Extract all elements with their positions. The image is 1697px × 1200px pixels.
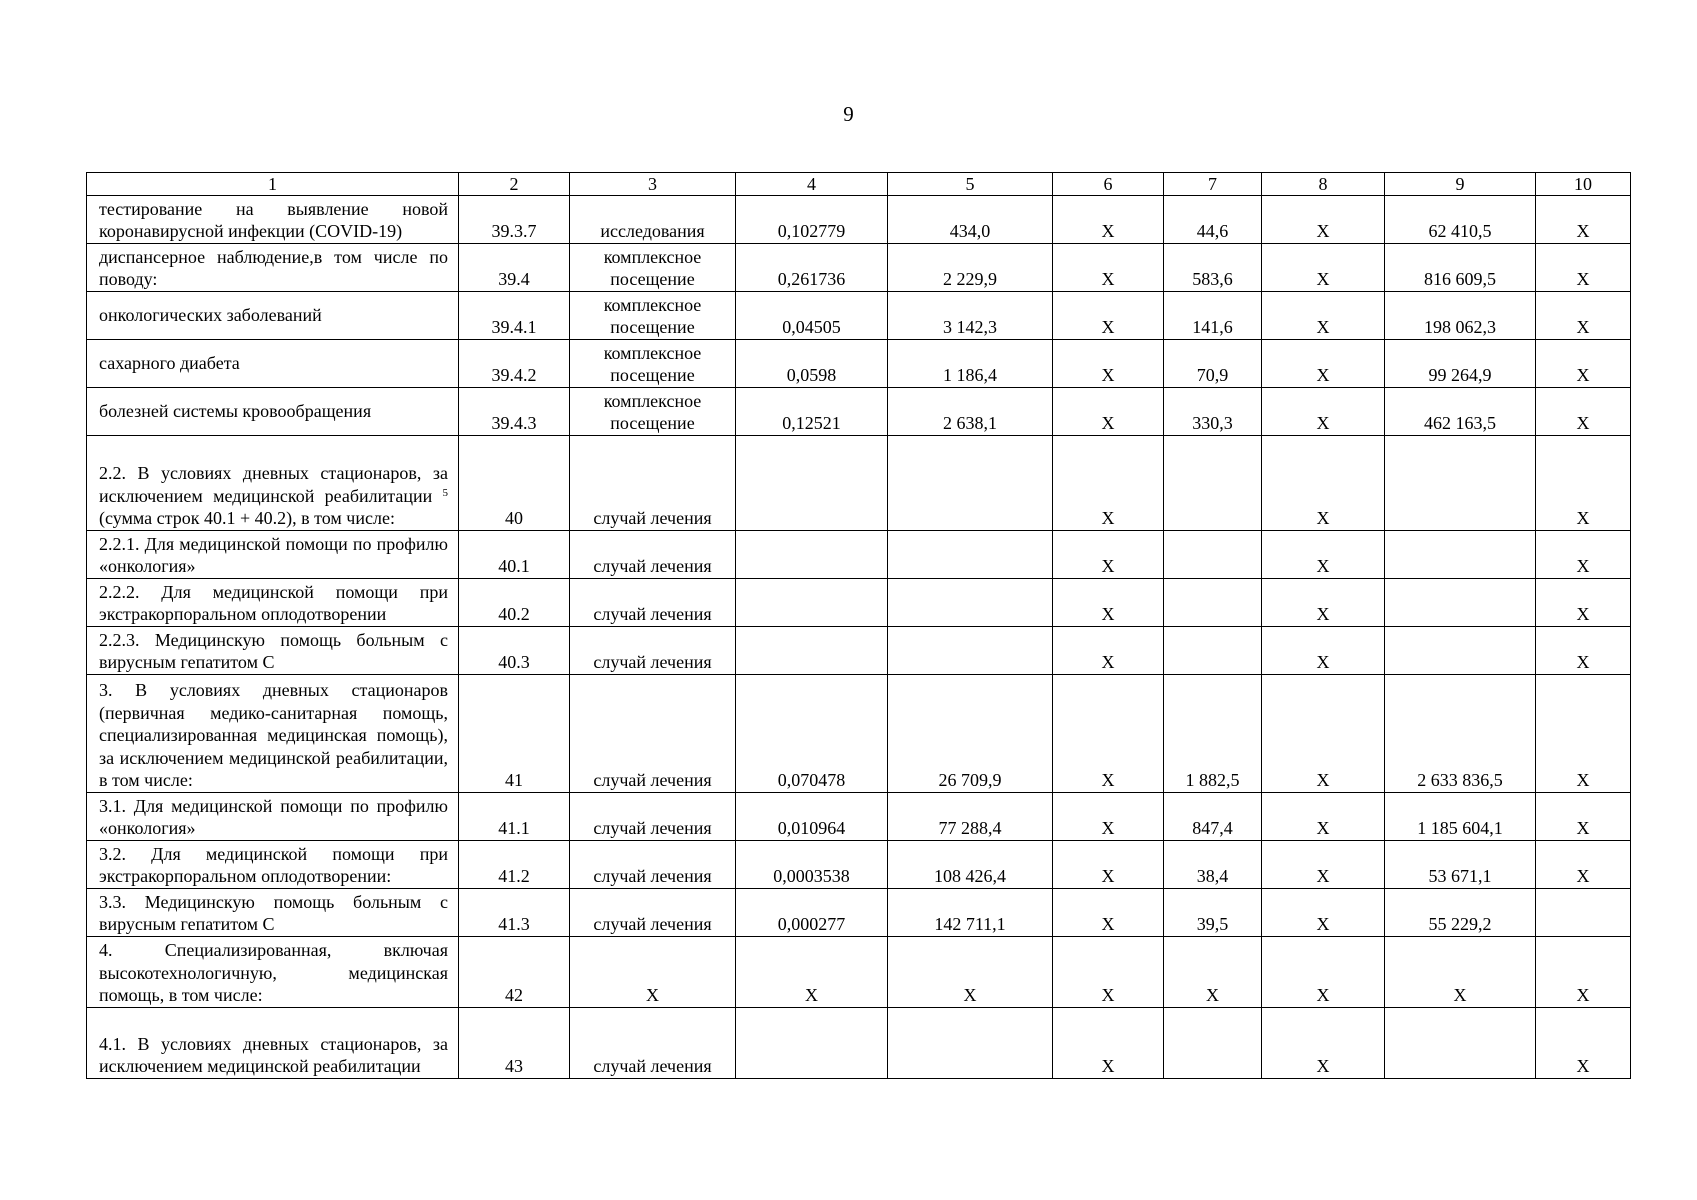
header-row [87, 173, 1631, 196]
cell-col-8: X [1262, 531, 1385, 579]
row-code: 39.4.2 [459, 340, 570, 388]
cell-col-8: X [1262, 244, 1385, 292]
cell-col-10: X [1536, 841, 1631, 889]
cell-col-10: X [1536, 1008, 1631, 1079]
cell-col-10: X [1536, 675, 1631, 793]
row-unit: комплексное посещение [570, 244, 736, 292]
row-code: 43 [459, 1008, 570, 1079]
footnote-marker: 5 [442, 486, 448, 499]
table-row [87, 627, 1631, 675]
cell-col-9: 198 062,3 [1385, 292, 1536, 340]
row-name-text: 2.2.2. Для медицинской помощи при экстракорпоральном оплодотворении [99, 581, 448, 625]
cell-col-6: X [1053, 1008, 1164, 1079]
cell-col-7: 141,6 [1164, 292, 1262, 340]
row-unit: случай лечения [570, 531, 736, 579]
cell-col-6: X [1053, 244, 1164, 292]
row-unit: случай лечения [570, 627, 736, 675]
row-unit: случай лечения [570, 1008, 736, 1079]
cell-col-6: X [1053, 937, 1164, 1008]
cell-col-8: X [1262, 793, 1385, 841]
row-name [87, 793, 459, 841]
table-row [87, 675, 1631, 793]
cell-col-5 [888, 436, 1053, 531]
cell-col-8: X [1262, 627, 1385, 675]
cell-col-5 [888, 531, 1053, 579]
row-name [87, 340, 459, 388]
cell-col-10: X [1536, 937, 1631, 1008]
cell-col-10: X [1536, 793, 1631, 841]
cell-col-4 [736, 1008, 888, 1079]
cell-col-8: X [1262, 1008, 1385, 1079]
row-name-text: 3.1. Для медицинской помощи по профилю «онкология» [99, 795, 448, 839]
table-row [87, 889, 1631, 937]
table-row [87, 196, 1631, 244]
cell-col-4: 0,12521 [736, 388, 888, 436]
row-code: 40.3 [459, 627, 570, 675]
row-name [87, 937, 459, 1008]
row-name-text: 3. В условиях дневных стационаров (первичная медико-санитарная помощь, специализированная медицинская помощь), за исключением медицинской реабилитации, в том числе: [99, 680, 448, 791]
row-unit: случай лечения [570, 889, 736, 937]
cell-col-8: X [1262, 436, 1385, 531]
cell-col-7: 1 882,5 [1164, 675, 1262, 793]
table-row [87, 531, 1631, 579]
cell-col-9: 2 633 836,5 [1385, 675, 1536, 793]
cell-col-6: X [1053, 793, 1164, 841]
table-row [87, 292, 1631, 340]
data-table [86, 172, 1631, 1079]
cell-col-6: X [1053, 340, 1164, 388]
cell-col-9: 53 671,1 [1385, 841, 1536, 889]
cell-col-6: X [1053, 889, 1164, 937]
row-name-text: болезней системы кровообращения [99, 401, 372, 422]
row-code: 39.4 [459, 244, 570, 292]
cell-col-4: 0,000277 [736, 889, 888, 937]
cell-col-6: X [1053, 436, 1164, 531]
row-code: 41.2 [459, 841, 570, 889]
cell-col-10: X [1536, 436, 1631, 531]
row-name-text: 2.2.3. Медицинскую помощь больным с вирусным гепатитом С [99, 629, 448, 673]
row-name [87, 388, 459, 436]
row-name-text: диспансерное наблюдение,в том числе по поводу: [99, 246, 448, 290]
table-row [87, 579, 1631, 627]
row-unit: случай лечения [570, 793, 736, 841]
row-unit: случай лечения [570, 841, 736, 889]
cell-col-4: 0,261736 [736, 244, 888, 292]
row-code: 40.1 [459, 531, 570, 579]
column-header-6: 6 [1053, 173, 1164, 196]
row-name-text: 3.2. Для медицинской помощи при экстракорпоральном оплодотворении: [99, 843, 448, 887]
table-row [87, 244, 1631, 292]
cell-col-5: 2 638,1 [888, 388, 1053, 436]
row-name-tail: (сумма строк 40.1 + 40.2), в том числе: [99, 508, 395, 529]
row-code: 41.1 [459, 793, 570, 841]
row-name-text: 2.2.1. Для медицинской помощи по профилю «онкология» [99, 533, 448, 577]
cell-col-6: X [1053, 579, 1164, 627]
cell-col-7 [1164, 436, 1262, 531]
cell-col-8: X [1262, 292, 1385, 340]
cell-col-7 [1164, 531, 1262, 579]
row-name [87, 531, 459, 579]
cell-col-5: 434,0 [888, 196, 1053, 244]
row-name [87, 627, 459, 675]
row-unit: комплексное посещение [570, 388, 736, 436]
cell-col-4 [736, 579, 888, 627]
cell-col-8: X [1262, 841, 1385, 889]
cell-col-7: X [1164, 937, 1262, 1008]
row-unit: случай лечения [570, 436, 736, 531]
row-name [87, 841, 459, 889]
cell-col-10: X [1536, 388, 1631, 436]
cell-col-8: X [1262, 196, 1385, 244]
row-code: 39.4.1 [459, 292, 570, 340]
row-name [87, 196, 459, 244]
cell-col-4: X [736, 937, 888, 1008]
cell-col-10: X [1536, 244, 1631, 292]
row-name-text: 3.3. Медицинскую помощь больным с вирусным гепатитом С [99, 891, 448, 935]
table-row [87, 1008, 1631, 1079]
cell-col-4 [736, 627, 888, 675]
cell-col-9: X [1385, 937, 1536, 1008]
row-name-text: сахарного диабета [99, 353, 240, 374]
column-header-9: 9 [1385, 173, 1536, 196]
row-unit: исследования [570, 196, 736, 244]
cell-col-4 [736, 531, 888, 579]
row-unit: комплексное посещение [570, 340, 736, 388]
row-code: 40.2 [459, 579, 570, 627]
row-name [87, 292, 459, 340]
row-name [87, 436, 459, 531]
cell-col-5: 1 186,4 [888, 340, 1053, 388]
cell-col-9 [1385, 436, 1536, 531]
cell-col-6: X [1053, 292, 1164, 340]
column-header-10: 10 [1536, 173, 1631, 196]
cell-col-4: 0,010964 [736, 793, 888, 841]
row-code: 41.3 [459, 889, 570, 937]
row-code: 41 [459, 675, 570, 793]
row-unit: комплексное посещение [570, 292, 736, 340]
cell-col-9 [1385, 627, 1536, 675]
column-header-4: 4 [736, 173, 888, 196]
row-name [87, 889, 459, 937]
cell-col-4: 0,102779 [736, 196, 888, 244]
cell-col-8: X [1262, 675, 1385, 793]
row-unit: X [570, 937, 736, 1008]
cell-col-4: 0,070478 [736, 675, 888, 793]
cell-col-5: 2 229,9 [888, 244, 1053, 292]
table-body [87, 196, 1631, 1079]
cell-col-6: X [1053, 841, 1164, 889]
cell-col-7: 583,6 [1164, 244, 1262, 292]
cell-col-7: 70,9 [1164, 340, 1262, 388]
row-unit: случай лечения [570, 579, 736, 627]
row-code: 39.3.7 [459, 196, 570, 244]
cell-col-9 [1385, 531, 1536, 579]
cell-col-7: 330,3 [1164, 388, 1262, 436]
row-code: 40 [459, 436, 570, 531]
cell-col-5: 108 426,4 [888, 841, 1053, 889]
cell-col-10: X [1536, 196, 1631, 244]
row-name [87, 579, 459, 627]
table-row [87, 436, 1631, 531]
cell-col-8: X [1262, 579, 1385, 627]
cell-col-10: X [1536, 579, 1631, 627]
column-header-2: 2 [459, 173, 570, 196]
cell-col-6: X [1053, 627, 1164, 675]
cell-col-10: X [1536, 340, 1631, 388]
row-name-text: 2.2. В условиях дневных стационаров, за исключением медицинской реабилитации [99, 463, 448, 506]
cell-col-7 [1164, 1008, 1262, 1079]
cell-col-6: X [1053, 196, 1164, 244]
cell-col-9: 816 609,5 [1385, 244, 1536, 292]
cell-col-4: 0,0003538 [736, 841, 888, 889]
column-header-5: 5 [888, 173, 1053, 196]
cell-col-7: 847,4 [1164, 793, 1262, 841]
cell-col-9 [1385, 1008, 1536, 1079]
cell-col-7: 38,4 [1164, 841, 1262, 889]
cell-col-9: 1 185 604,1 [1385, 793, 1536, 841]
cell-col-9: 99 264,9 [1385, 340, 1536, 388]
row-name [87, 244, 459, 292]
table-row [87, 388, 1631, 436]
column-header-1: 1 [87, 173, 459, 196]
cell-col-4: 0,0598 [736, 340, 888, 388]
cell-col-9: 462 163,5 [1385, 388, 1536, 436]
cell-col-8: X [1262, 889, 1385, 937]
table-row [87, 793, 1631, 841]
cell-col-6: X [1053, 388, 1164, 436]
cell-col-6: X [1053, 675, 1164, 793]
table-row [87, 340, 1631, 388]
cell-col-5: 142 711,1 [888, 889, 1053, 937]
cell-col-5 [888, 579, 1053, 627]
cell-col-6: X [1053, 531, 1164, 579]
row-unit: случай лечения [570, 675, 736, 793]
cell-col-5 [888, 627, 1053, 675]
cell-col-7 [1164, 627, 1262, 675]
cell-col-10: X [1536, 627, 1631, 675]
row-code: 42 [459, 937, 570, 1008]
row-name-text: тестирование на выявление новой коронавирусной инфекции (COVID-19) [99, 198, 448, 242]
cell-col-8: X [1262, 388, 1385, 436]
page-number: 9 [843, 102, 854, 126]
cell-col-5: 3 142,3 [888, 292, 1053, 340]
cell-col-9: 62 410,5 [1385, 196, 1536, 244]
cell-col-10 [1536, 889, 1631, 937]
cell-col-5: 77 288,4 [888, 793, 1053, 841]
cell-col-4: 0,04505 [736, 292, 888, 340]
table-row [87, 937, 1631, 1008]
row-name-text: 4.1. В условиях дневных стационаров, за исключением медицинской реабилитации [99, 1033, 448, 1077]
cell-col-7: 39,5 [1164, 889, 1262, 937]
cell-col-9 [1385, 579, 1536, 627]
table-row [87, 841, 1631, 889]
column-header-7: 7 [1164, 173, 1262, 196]
cell-col-5: 26 709,9 [888, 675, 1053, 793]
cell-col-7: 44,6 [1164, 196, 1262, 244]
cell-col-8: X [1262, 340, 1385, 388]
cell-col-4 [736, 436, 888, 531]
cell-col-9: 55 229,2 [1385, 889, 1536, 937]
row-name-text: 4. Специализированная, включая высокотехнологичную, медицинская помощь, в том числе: [99, 940, 448, 1006]
column-header-8: 8 [1262, 173, 1385, 196]
row-code: 39.4.3 [459, 388, 570, 436]
row-name [87, 675, 459, 793]
column-header-3: 3 [570, 173, 736, 196]
cell-col-10: X [1536, 292, 1631, 340]
cell-col-5 [888, 1008, 1053, 1079]
row-name [87, 1008, 459, 1079]
cell-col-7 [1164, 579, 1262, 627]
cell-col-10: X [1536, 531, 1631, 579]
cell-col-5: X [888, 937, 1053, 1008]
row-name-text: онкологических заболеваний [99, 305, 322, 326]
cell-col-8: X [1262, 937, 1385, 1008]
